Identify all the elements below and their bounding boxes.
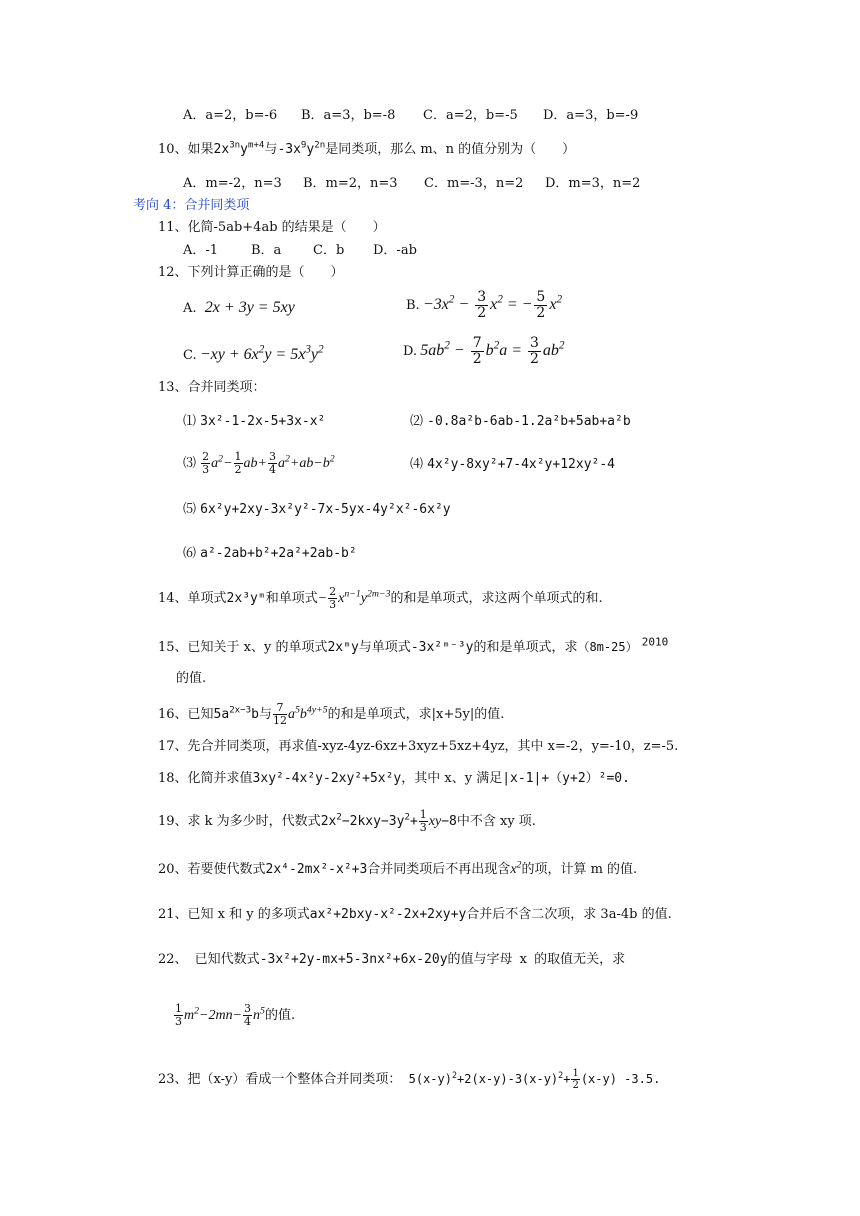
section-heading: 考向 4：合并同类项 xyxy=(133,198,250,213)
q12-c-label: C. xyxy=(183,348,197,363)
q21-term1: ax²+2bxy-x²-2x+2xy+y xyxy=(309,907,467,922)
q13-p4-label: ⑷ xyxy=(410,457,424,472)
q18-prefix: 18、化简并求值 xyxy=(158,771,253,786)
q19-prefix: 19、求 k 为多少时，代数式 xyxy=(158,814,321,829)
q11-option-a: A．-1 xyxy=(183,243,219,258)
q10-options xyxy=(183,175,640,193)
question-14: 14、单项式2x³yᵐ和单项式− $\frac{2}{3}$ $x^{n-1}y^{2m-3}$的和是单项式，求这两个单项式的和. xyxy=(158,585,603,611)
q9-option-a: A．a=2，b=-6 xyxy=(183,108,278,123)
q23-tail: (x-y) -3.5. xyxy=(580,1072,661,1086)
question-16: 16、已知$5a^{2x-3}b$与 $\frac{7}{12}$ $a^5b^{4y+5}$的和是单项式，求|x+5y|的值. xyxy=(158,701,505,727)
q23-prefix: 23、把（x-y）看成一个整体合并同类项： xyxy=(158,1072,402,1087)
question-17: 17、先合并同类项，再求值-xyz-4yz-6xz+3xyz+5xz+4yz，其中 x=-2，y=-10，z=-5. xyxy=(158,739,679,754)
q15-term2: -3x²ᵐ⁻³y xyxy=(410,640,474,655)
q20-suffix: 的项，计算 m 的值. xyxy=(521,862,638,877)
q12-option-b: B. $-3x^2$ − $\frac{3}{2}$ $x^2$ = − $\frac{5}{2}$ $x^2$ xyxy=(406,289,563,321)
q10-option-c: C．m=-3，n=2 xyxy=(424,176,524,191)
q22-line2-suffix: 的值. xyxy=(264,1008,296,1023)
q19-suffix: 中不含 xy 项. xyxy=(456,814,536,829)
q12-b-label: B. xyxy=(406,298,420,313)
q21-prefix: 21、已知 x 和 y 的多项式 xyxy=(158,907,310,922)
q20-prefix: 20、若要使代数式 xyxy=(158,862,266,877)
q10-option-d: D．m=3，n=2 xyxy=(545,176,641,191)
question-22 xyxy=(158,951,625,969)
q13-part-6 xyxy=(183,545,357,563)
q12-option-a xyxy=(183,297,295,320)
q9-options xyxy=(183,107,638,125)
q15-mid: 与单项式 xyxy=(358,640,411,655)
q16-prefix: 16、已知 xyxy=(158,707,214,722)
q13-p5-expr: 6x²y+2xy-3x²y²-7x-5yx-4y²x²-6x²y xyxy=(200,502,451,517)
q13-p2-expr: -0.8a²b-6ab-1.2a²b+5ab+a²b xyxy=(427,414,631,429)
q20-term1: 2x⁴-2mx²-x²+3 xyxy=(265,862,368,877)
q12-d-label: D. xyxy=(403,344,418,359)
q12-option-c: C. $-xy + 6x^2y = 5x^3y^2$ xyxy=(183,343,324,363)
q13-p2-label: ⑵ xyxy=(410,414,424,429)
q11-option-b: B．a xyxy=(251,243,282,258)
q10-suffix: 是同类项，那么 m、n 的值分别为（ ） xyxy=(325,142,576,157)
q9-option-b: B．a=3，b=-8 xyxy=(301,108,396,123)
q11-option-d: D．-ab xyxy=(373,243,417,258)
question-13: 13、合并同类项： xyxy=(158,380,266,395)
q21-suffix: 合并后不含二次项，求 3a-4b 的值. xyxy=(466,907,672,922)
question-19: 19、求 k 为多少时，代数式$2x^2-2kxy-3y^2+$ $\frac{1}{3}$ xy−8中不含 xy 项. xyxy=(158,808,536,834)
q11-options xyxy=(183,242,417,260)
q13-part-4 xyxy=(410,456,615,474)
q16-suffix: 的和是单项式，求|x+5y|的值. xyxy=(327,707,505,722)
q15-term1: 2xᵐy xyxy=(327,640,359,655)
q11-option-c: C．b xyxy=(313,243,345,258)
q22-term1: -3x²+2y-mx+5-3nx²+6x-20y xyxy=(259,952,448,967)
q22-line2: $\frac{1}{3}$ $m^2-2mn-$ $\frac{3}{4}$ $n^5$的值. xyxy=(175,1002,296,1028)
q15-prefix: 15、已知关于 x、y 的单项式 xyxy=(158,640,328,655)
q20-mid: 合并同类项后不再出现含 xyxy=(367,862,511,877)
question-20: 20、若要使代数式2x⁴-2mx²-x²+3合并同类项后不再出现含$x^2$的项，计算 m 的值. xyxy=(158,859,638,877)
q10-mid: 与 xyxy=(264,142,278,157)
q15-line2: 的值. xyxy=(176,671,207,686)
q10-option-b: B．m=2，n=3 xyxy=(303,176,398,191)
q9-option-d: D．a=3，b=-9 xyxy=(543,108,639,123)
q12-a-label: A. xyxy=(183,301,197,316)
q15-suffix: 的和是单项式，求 xyxy=(473,640,578,655)
q10-term1: $2x^{3n}y^{m+4}$ xyxy=(213,140,265,157)
question-18 xyxy=(158,770,630,788)
q13-part-1 xyxy=(183,413,325,431)
question-23: 23、把（x-y）看成一个整体合并同类项： $5(x-y)^2+2(x-y)-3(x-y)^2+$ $\frac{1}{2}$ (x-y) -3.5. xyxy=(158,1068,661,1091)
q13-p1-expr: 3x²-1-2x-5+3x-x² xyxy=(200,414,326,429)
q9-option-c: C．a=2，b=-5 xyxy=(423,108,518,123)
q14-term1: 2x³yᵐ xyxy=(226,591,266,606)
q13-p1-label: ⑴ xyxy=(183,414,197,429)
q14-mid: 和单项式 xyxy=(265,591,318,606)
q18-term1: 3xy²-4x²y-2xy²+5x²y xyxy=(252,771,402,786)
q18-term2: |x-1|+（y+2）²=0. xyxy=(502,771,630,786)
q13-part-2 xyxy=(410,413,631,431)
q13-p4-expr: 4x²y-8xy²+7-4x²y+12xy²-4 xyxy=(427,457,615,472)
q15-exponent: 2010 xyxy=(641,635,669,649)
q13-p6-expr: a²-2ab+b²+2a²+2ab-b² xyxy=(200,546,357,561)
q13-part-3: ⑶ $\frac{2}{3}$ $a^2-$ $\frac{1}{2}$ ab+ $\frac{3}{4}$ $a^2+ab-b^2$ xyxy=(183,450,335,476)
q15-term3: （8m-25） xyxy=(577,640,638,654)
question-12: 12、下列计算正确的是（ ） xyxy=(158,265,344,280)
q14-prefix: 14、单项式 xyxy=(158,591,227,606)
q10-prefix: 10、如果 xyxy=(158,142,214,157)
q13-p6-label: ⑹ xyxy=(183,546,197,561)
q10-term2: $-3x^9y^{2n}$ xyxy=(277,140,326,157)
q12-a-expr: 2x + 3y = 5xy xyxy=(204,299,295,316)
q22-prefix: 22、 已知代数式 xyxy=(158,952,260,967)
q18-mid: ，其中 x、y 满足 xyxy=(401,771,503,786)
q22-suffix: 的值与字母 x 的取值无关，求 xyxy=(447,952,626,967)
q13-part-5 xyxy=(183,501,451,519)
question-21 xyxy=(158,906,672,924)
q12-option-d: D. $5ab^2$ − $\frac{7}{2}$ $b^2a$ = $\frac{3}{2}$ $ab^2$ xyxy=(403,335,565,367)
question-11: 11、化简-5ab+4ab 的结果是（ ） xyxy=(158,220,386,235)
question-15 xyxy=(158,635,669,657)
q16-mid: 与 xyxy=(258,707,272,722)
q13-p5-label: ⑸ xyxy=(183,502,197,517)
q14-suffix: 的和是单项式，求这两个单项式的和. xyxy=(390,591,603,606)
question-10 xyxy=(158,141,575,159)
q13-p3-label: ⑶ xyxy=(183,456,197,471)
q10-option-a: A．m=-2，n=3 xyxy=(183,176,282,191)
